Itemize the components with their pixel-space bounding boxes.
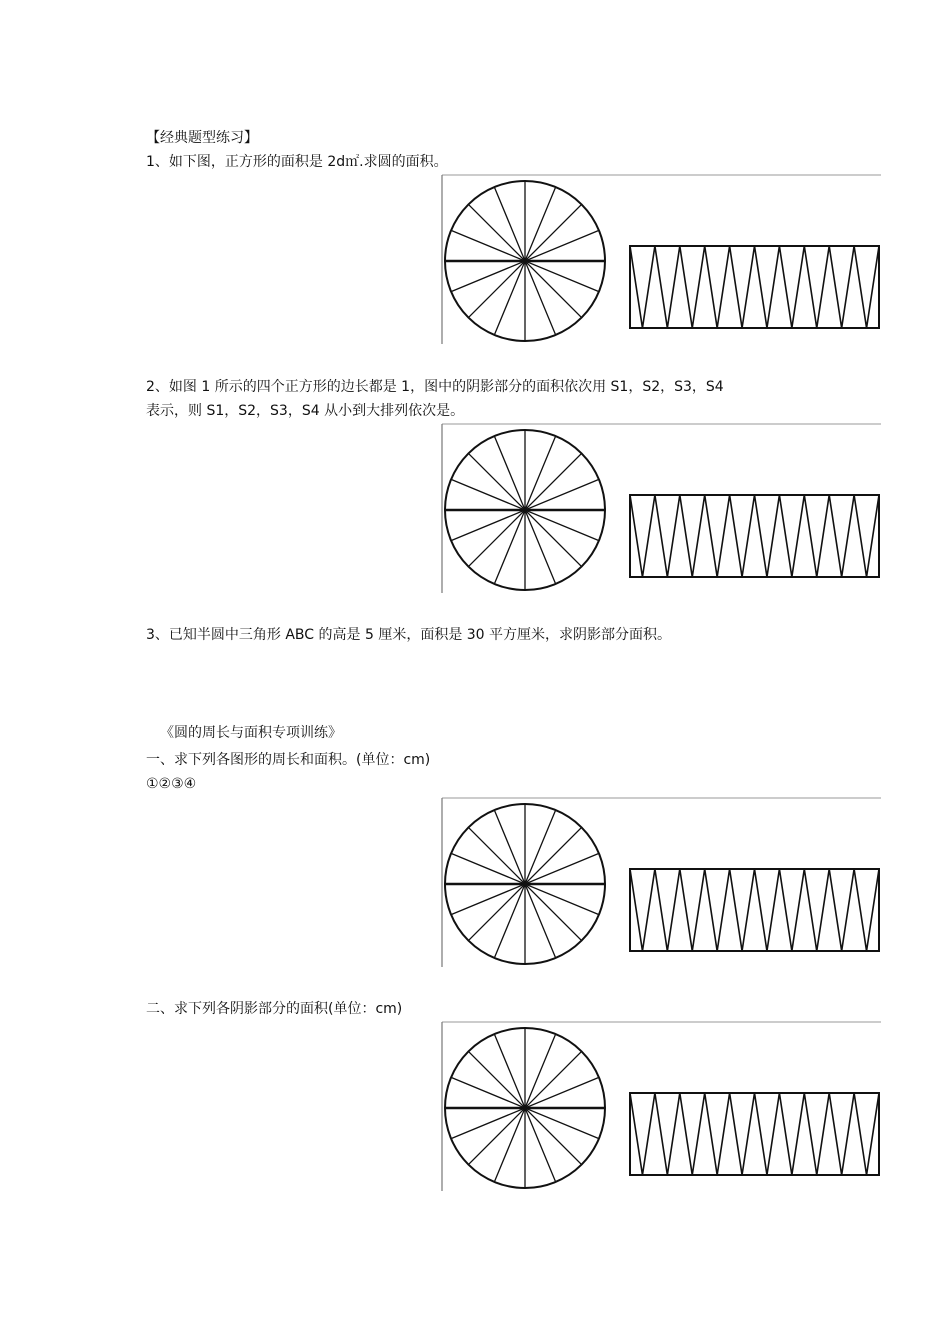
question-3: 3、已知半圆中三角形 ABC 的高是 5 厘米，面积是 30 平方厘米，求阴影部分面积。 bbox=[146, 627, 672, 643]
question-2-line-1: 2、如图 1 所示的四个正方形的边长都是 1，图中的阴影部分的面积依次用 S1，S2，S3，S4 bbox=[146, 379, 724, 395]
figure-svg bbox=[441, 174, 881, 344]
circle-center-dot bbox=[523, 259, 528, 264]
figure-4 bbox=[441, 1021, 881, 1191]
circle-center-dot bbox=[523, 508, 528, 513]
figure-markers: ①②③④ bbox=[146, 776, 197, 792]
rectangle-zigzag bbox=[630, 1093, 879, 1175]
figure-1 bbox=[441, 174, 881, 344]
rearranged-rectangle bbox=[630, 246, 879, 328]
training-title: 《圆的周长与面积专项训练》 bbox=[160, 725, 342, 741]
circle-center-dot bbox=[523, 882, 528, 887]
circle-center-dot bbox=[523, 1106, 528, 1111]
figure-svg bbox=[441, 1021, 881, 1191]
training-part-1: 一、求下列各图形的周长和面积。(单位：cm) bbox=[146, 752, 431, 768]
section-heading: 【经典题型练习】 bbox=[146, 130, 258, 146]
rearranged-rectangle bbox=[630, 495, 879, 577]
rearranged-rectangle bbox=[630, 1093, 879, 1175]
rearranged-rectangle bbox=[630, 869, 879, 951]
figure-3 bbox=[441, 797, 881, 967]
question-1: 1、如下图，正方形的面积是 2d㎡.求圆的面积。 bbox=[146, 154, 448, 170]
rectangle-zigzag bbox=[630, 495, 879, 577]
figure-svg bbox=[441, 423, 881, 593]
training-part-2: 二、求下列各阴影部分的面积(单位：cm) bbox=[146, 1001, 403, 1017]
figure-svg bbox=[441, 797, 881, 967]
rectangle-zigzag bbox=[630, 246, 879, 328]
question-2-line-2: 表示，则 S1，S2，S3，S4 从小到大排列依次是。 bbox=[146, 403, 465, 419]
figure-2 bbox=[441, 423, 881, 593]
rectangle-zigzag bbox=[630, 869, 879, 951]
